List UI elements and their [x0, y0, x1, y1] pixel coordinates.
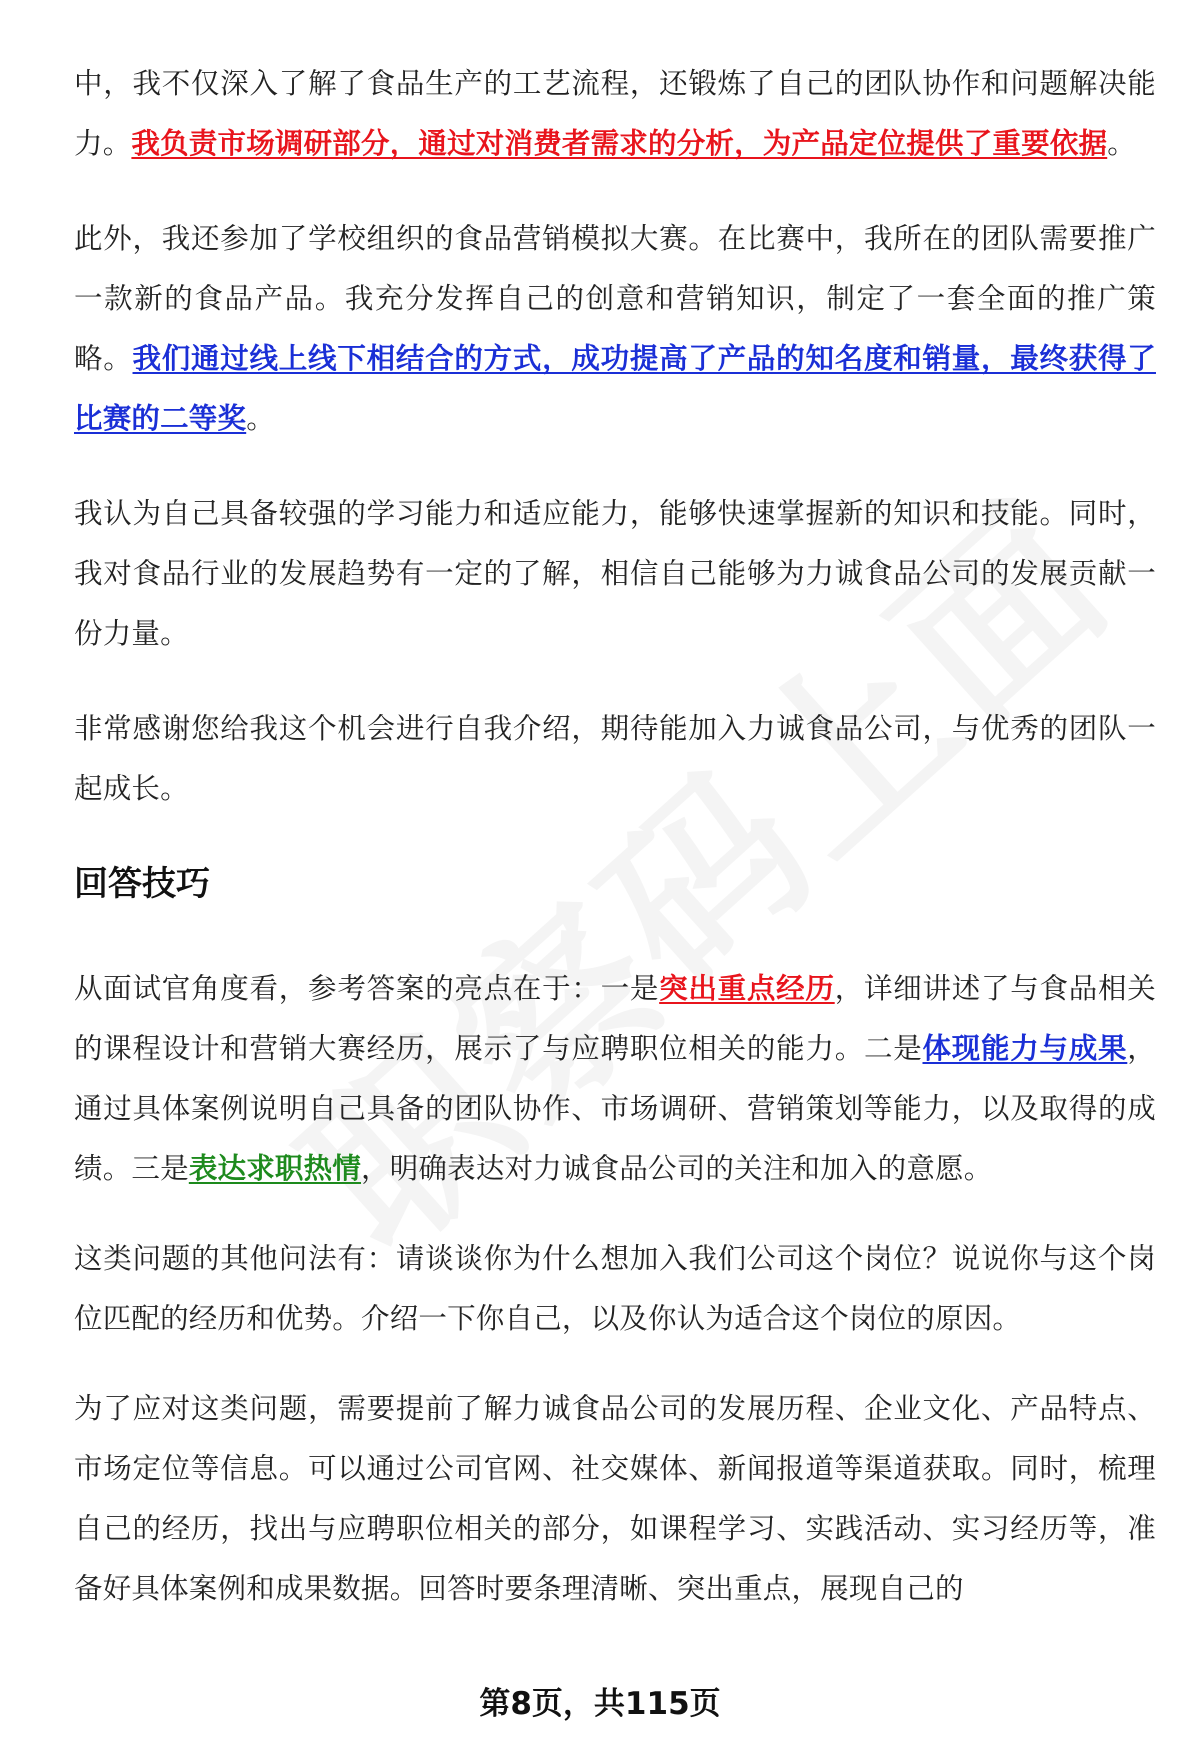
- paragraph-tips-highlights: [74, 959, 1156, 1199]
- paragraph-abilities: 我认为自己具备较强的学习能力和适应能力，能够快速掌握新的知识和技能。同时，我对食品行业的发展趋势有一定的了解，相信自己能够为力诚食品公司的发展贡献一份力量。: [74, 497, 1156, 650]
- paragraph-text: 此外，我还参加了学校组织的食品营销模拟大赛。在比赛中，我所在的团队需要推广一款新的食品产品。我充分发挥自己的创意和营销知识，制定了一套全面的推广策略。: [74, 222, 1156, 375]
- paragraph-preparation: 为了应对这类问题，需要提前了解力诚食品公司的发展历程、企业文化、产品特点、市场定位等信息。可以通过公司官网、社交媒体、新闻报道等渠道获取。同时，梳理自己的经历，找出与应聘职位相关的部分，如课程学习、实践活动、实习经历等，准备好具体案例和成果数据。回答时要条理清晰、突出重点，展现自己的: [74, 1392, 1156, 1605]
- paragraph-thanks: 非常感谢您给我这个机会进行自我介绍，期待能加入力诚食品公司，与优秀的团队一起成长。: [74, 712, 1156, 805]
- paragraph-text: ，通过具体案例说明自己具备的团队协作、市场调研、营销策划等能力，以及取得的成绩。三是: [74, 1032, 1156, 1185]
- green-highlight-text: 表达求职热情: [188, 1152, 362, 1185]
- paragraph-text: 。: [1107, 127, 1136, 160]
- red-highlight-text: 我负责市场调研部分，通过对消费者需求的分析，为产品定位提供了重要依据: [131, 127, 1108, 160]
- section-title: 回答技巧: [74, 864, 210, 904]
- paragraph-other-questions: 这类问题的其他问法有：请谈谈你为什么想加入我们公司这个岗位？说说你与这个岗位匹配的经历和优势。介绍一下你自己，以及你认为适合这个岗位的原因。: [74, 1242, 1156, 1335]
- page-number: 第8页，共115页: [479, 1686, 721, 1722]
- document-body: [74, 54, 1156, 1619]
- paragraph-text: 。: [246, 402, 275, 435]
- paragraph-competition: [74, 209, 1156, 449]
- paragraph-text: 中，我不仅深入了解了食品生产的工艺流程，还锻炼了自己的团队协作和问题解决能力。: [74, 67, 1156, 160]
- blue-highlight-text: 我们通过线上线下相结合的方式，成功提高了产品的知名度和销量，最终获得了比赛的二等奖: [74, 342, 1156, 435]
- paragraph-text: 从面试官角度看，参考答案的亮点在于：一是: [74, 972, 660, 1005]
- paragraph-text: ，详细讲述了与食品相关的课程设计和营销大赛经历，展示了与应聘职位相关的能力。二是: [74, 972, 1156, 1065]
- paragraph-experience: [74, 54, 1156, 174]
- paragraph-text: ，明确表达对力诚食品公司的关注和加入的意愿。: [361, 1152, 993, 1185]
- red-highlight-text: 突出重点经历: [659, 972, 835, 1005]
- blue-highlight-text: 体现能力与成果: [922, 1032, 1128, 1065]
